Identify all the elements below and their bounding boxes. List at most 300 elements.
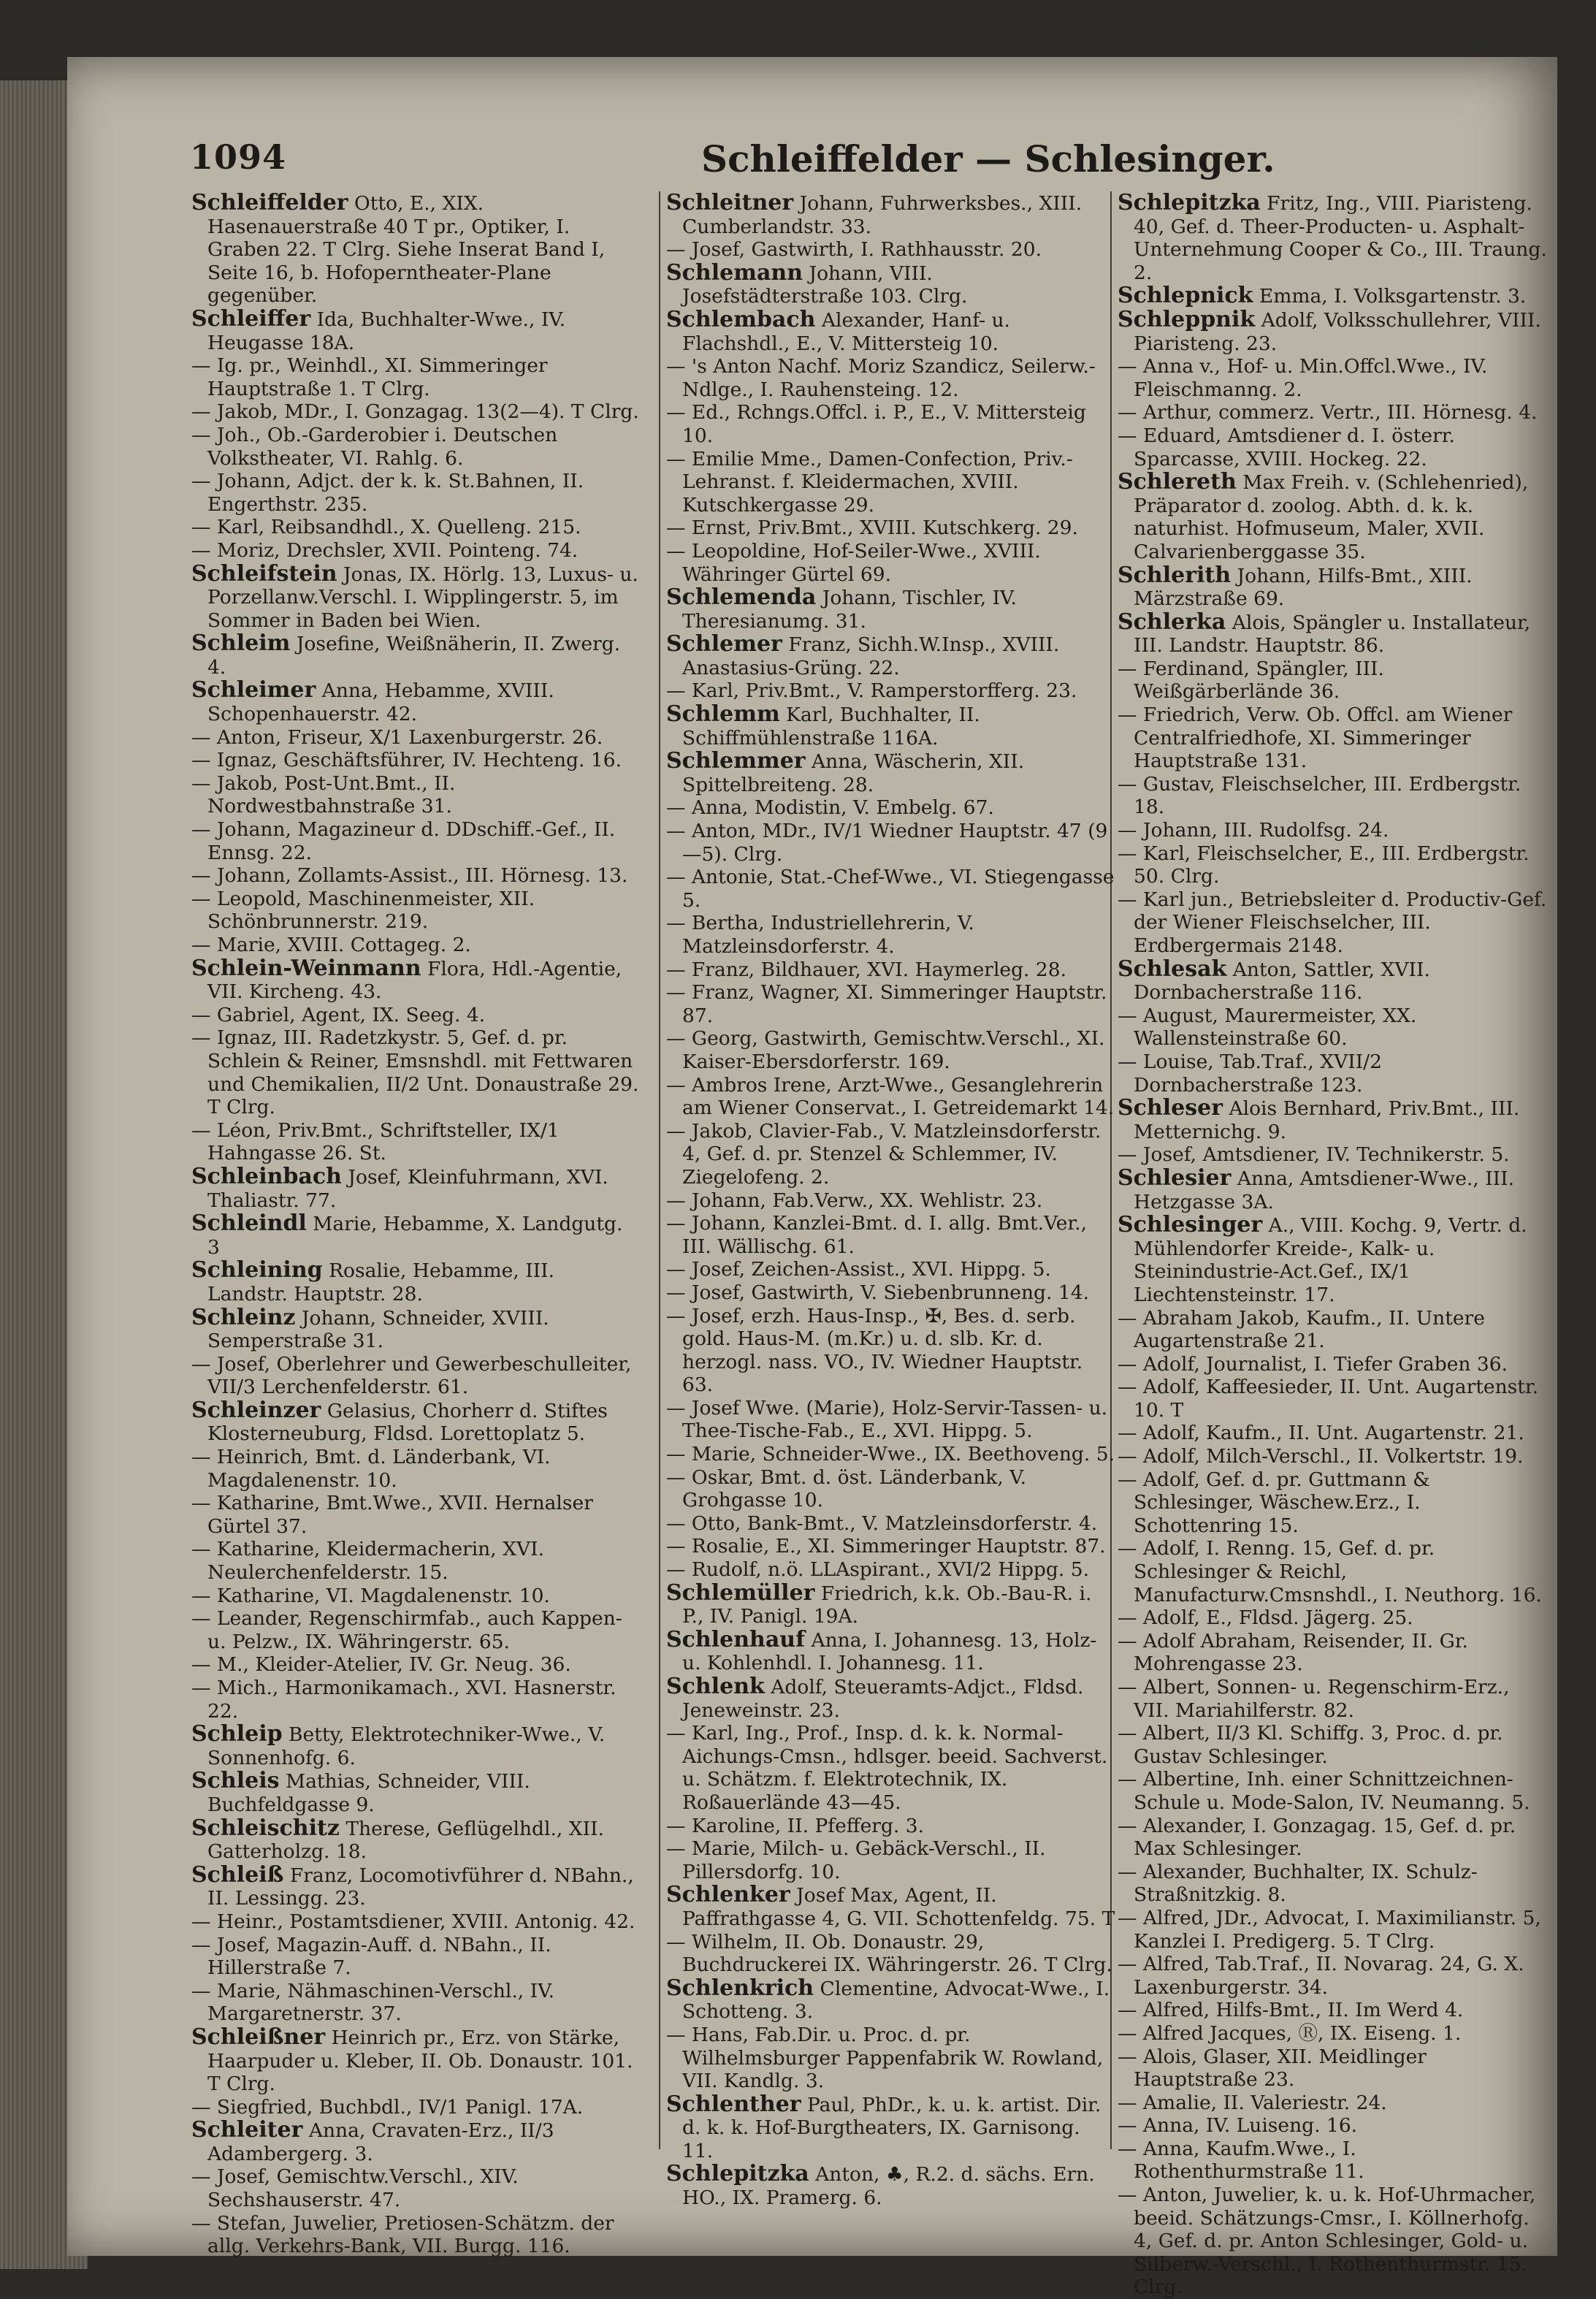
entry-text: Franz, Locomotivführer d. NBahn., II. Lessingg. 23. xyxy=(207,1864,634,1910)
entry-surname: Schleis xyxy=(191,1768,280,1794)
entry-text: — Emilie Mme., Damen-Confection, Priv.-Lehranst. f. Kleidermachen, XVIII. Kutschkergasse 29. xyxy=(666,447,1073,516)
directory-entry xyxy=(191,726,641,750)
entry-text: Johann, Tischler, IV. Theresianumg. 31. xyxy=(682,587,1017,633)
directory-entry xyxy=(666,355,1115,401)
entry-text: — Ferdinand, Spängler, III. Weißgärberlände 36. xyxy=(1118,657,1384,704)
entry-text: — Eduard, Amtsdiener d. I. österr. Sparcasse, XVIII. Hockeg. 22. xyxy=(1118,424,1455,470)
entry-text: Johann, Fuhrwerksbes., XIII. Cumberlandstr. 33. xyxy=(682,192,1083,238)
directory-entry xyxy=(1118,1537,1549,1606)
directory-entry xyxy=(191,1446,641,1492)
entry-text: Emma, I. Volksgartenstr. 3. xyxy=(1259,285,1527,308)
entry-text: — August, Maurermeister, XX. Wallensteinstraße 60. xyxy=(1118,1004,1417,1051)
entry-text: — Josef, Magazin-Auff. d. NBahn., II. Hillerstraße 7. xyxy=(191,1933,551,1980)
directory-entry xyxy=(666,2093,1115,2163)
directory-entry xyxy=(1118,1768,1549,1814)
entry-text: — Alfred Jacques, Ⓡ, IX. Eiseng. 1. xyxy=(1118,2021,1462,2045)
directory-entry xyxy=(1118,958,1549,1004)
entry-surname: Schlenker xyxy=(666,1882,790,1908)
directory-entry xyxy=(1118,470,1549,563)
entry-text: Alois, Spängler u. Installateur, III. Landstr. Hauptstr. 86. xyxy=(1134,611,1531,657)
entry-text: — Leopoldine, Hof-Seiler-Wwe., XVIII. Währinger Gürtel 69. xyxy=(666,539,1041,586)
directory-entry xyxy=(191,191,641,308)
directory-entry xyxy=(191,1607,641,1653)
entry-text: — Josef, erzh. Haus-Insp., ✠, Bes. d. serb. gold. Haus-M. (m.Kr.) u. d. slb. Kr. d. herzogl. nass. VO., IV. Wiedner Hauptstr. 63. xyxy=(666,1304,1083,1397)
entry-surname: Schlenk xyxy=(666,1674,765,1699)
entry-text: — Adolf, Kaufm., II. Unt. Augartenstr. 21. xyxy=(1118,1422,1524,1445)
directory-entry xyxy=(1118,888,1549,958)
entry-text: Betty, Elektrotechniker-Wwe., V. Sonnenhofg. 6. xyxy=(207,1723,606,1769)
directory-entry xyxy=(191,560,641,633)
entry-text: — Marie, Schneider-Wwe., IX. Beethoveng. 5. xyxy=(666,1443,1115,1466)
entry-text: Johann, Hilfs-Bmt., XIII. Märzstraße 69. xyxy=(1134,564,1473,611)
entry-text: — Gustav, Fleischselcher, III. Erdbergstr. 18. xyxy=(1118,772,1521,819)
directory-entry xyxy=(666,1579,1115,1628)
entry-text: Josef Max, Agent, II. Paffrathgasse 4, G. VII. Schottenfeldg. 75. T xyxy=(682,1884,1115,1930)
entry-text: — Moriz, Drechsler, XVII. Pointeng. 74. xyxy=(191,538,579,562)
directory-entry xyxy=(666,1815,1115,1838)
directory-entry xyxy=(666,750,1115,796)
entry-text: Clementine, Advocat-Wwe., I. Schotteng. 3. xyxy=(682,1977,1110,2024)
directory-entry xyxy=(1118,1353,1549,1376)
directory-entry xyxy=(666,308,1115,355)
directory-entry xyxy=(191,679,641,725)
entry-text: — Anna, Kaufm.Wwe., I. Rothenthurmstraße 11. xyxy=(1118,2137,1364,2184)
entry-text: Gelasius, Chorherr d. Stiftes Klosterneuburg, Fldsd. Lorettoplatz 5. xyxy=(207,1399,608,1446)
entry-text: — Alfred, Hilfs-Bmt., II. Im Werd 4. xyxy=(1118,1999,1464,2022)
entry-surname: Schleim xyxy=(191,630,291,657)
entry-text: A., VIII. Kochg. 9, Vertr. d. Mühlendorfer Kreide-, Kalk- u. Steinindustrie-Act.Gef., IX/1 Liechtensteinstr. 17. xyxy=(1134,1214,1527,1306)
entry-text: — Karoline, II. Pfefferg. 3. xyxy=(666,1814,925,1837)
directory-entry xyxy=(666,1558,1115,1582)
entry-text: — Josef, Gastwirth, I. Rathhausstr. 20. xyxy=(666,238,1042,262)
directory-entry xyxy=(1118,611,1549,657)
entry-text: — Rosalie, E., XI. Simmeringer Hauptstr. 87. xyxy=(666,1535,1106,1558)
entry-text: — Mich., Harmonikamach., XVI. Hasnerstr. 22. xyxy=(191,1677,616,1723)
entry-text: — Jakob, Post-Unt.Bmt., II. Nordwestbahnstraße 31. xyxy=(191,771,456,818)
directory-entry xyxy=(1118,2092,1549,2115)
entry-text: — Marie, Nähmaschinen-Verschl., IV. Margaretnerstr. 37. xyxy=(191,1979,555,2026)
directory-entry xyxy=(191,1353,641,1399)
directory-entry xyxy=(1118,1422,1549,1445)
directory-entry xyxy=(1118,773,1549,819)
directory-entry xyxy=(666,1675,1115,1722)
entry-surname: Schleinzer xyxy=(191,1397,321,1423)
entry-text: — Ig. pr., Weinhdl., XI. Simmeringer Hauptstraße 1. T Clrg. xyxy=(191,354,548,400)
directory-entry xyxy=(191,1026,641,1118)
directory-entry xyxy=(191,1723,641,1769)
entry-text: Mathias, Schneider, VIII. Buchfeldgasse 9. xyxy=(207,1770,530,1816)
entry-surname: Schlesak xyxy=(1118,956,1227,982)
directory-entry xyxy=(666,1512,1115,1536)
entry-text: — Alois, Glaser, XII. Meidlinger Hauptstraße 23. xyxy=(1118,2045,1427,2092)
entry-text: Anton, ♣, R.2. d. sächs. Ern. HO., IX. Pramerg. 6. xyxy=(682,2163,1095,2210)
entry-text: — Alexander, Buchhalter, IX. Schulz-Straßnitzkig. 8. xyxy=(1118,1860,1478,1907)
directory-entry xyxy=(666,1535,1115,1558)
directory-entry xyxy=(191,772,641,818)
entry-surname: Schlesier xyxy=(1118,1164,1232,1191)
directory-entry xyxy=(666,1074,1115,1120)
entry-text: — Anton, MDr., IV/1 Wiedner Hauptstr. 47 (9—5). Clrg. xyxy=(666,820,1108,866)
directory-entry xyxy=(1118,1722,1549,1768)
entry-text: — Josef Wwe. (Marie), Holz-Servir-Tassen- u. Thee-Tische-Fab., E., XVI. Hippg. 5. xyxy=(666,1396,1108,1443)
directory-entry xyxy=(1118,284,1549,308)
directory-entry xyxy=(191,1212,641,1259)
entry-text: — Johann, Magazineur d. DDschiff.-Gef., II. Ennsg. 22. xyxy=(191,818,616,864)
directory-entry xyxy=(666,633,1115,679)
running-title: Schleiffelder — Schlesinger. xyxy=(701,137,1275,180)
directory-entry xyxy=(191,400,641,424)
entry-text: — Siegfried, Buchbdl., IV/1 Panigl. 17A. xyxy=(191,2095,584,2119)
entry-text: — Josef, Amtsdiener, IV. Technikerstr. 5. xyxy=(1118,1143,1510,1167)
directory-entry xyxy=(191,2165,641,2211)
directory-entry xyxy=(191,1817,641,1864)
directory-entry xyxy=(666,1281,1115,1305)
page-number: 1094 xyxy=(190,137,287,177)
entry-text: — Gabriel, Agent, IX. Seeg. 4. xyxy=(191,1003,486,1026)
entry-surname: Schlesinger xyxy=(1118,1212,1263,1238)
directory-entry xyxy=(666,796,1115,820)
directory-entry xyxy=(666,679,1115,703)
entry-surname: Schlepnick xyxy=(1118,283,1253,309)
entry-text: — Adolf, E., Fldsd. Jägerg. 25. xyxy=(1118,1606,1413,1630)
entry-surname: Schleiter xyxy=(191,2117,303,2143)
directory-entry xyxy=(1118,424,1549,470)
directory-entry xyxy=(666,1212,1115,1258)
entry-surname: Schleifstein xyxy=(191,560,337,587)
entry-text: — Alfred, Tab.Traf., II. Novarag. 24, G. X. Laxenburgerstr. 34. xyxy=(1118,1953,1524,1999)
entry-text: — Ambros Irene, Arzt-Wwe., Gesanglehrerin am Wiener Conservat., I. Getreidemarkt 14. xyxy=(666,1073,1115,1120)
entry-text: — Ernst, Priv.Bmt., XVIII. Kutschkerg. 29. xyxy=(666,516,1078,540)
entry-text: — Albert, Sonnen- u. Regenschirm-Erz., VII. Mariahilferstr. 82. xyxy=(1118,1676,1510,1722)
entry-text: Friedrich, k.k. Ob.-Bau-R. i. P., IV. Panigl. 19A. xyxy=(682,1582,1092,1628)
entry-text: Heinrich pr., Erz. von Stärke, Haarpuder u. Kleber, II. Ob. Donaustr. 101. T Clrg. xyxy=(207,2026,633,2096)
entry-surname: Schleiffer xyxy=(191,305,311,332)
entry-text: Jonas, IX. Hörlg. 13, Luxus- u. Porzellanw.Verschl. I. Wipplingerstr. 5, im Sommer in Baden bei Wien. xyxy=(207,563,638,632)
directory-entry xyxy=(666,540,1115,586)
directory-column-3 xyxy=(1118,190,1549,2299)
entry-text: — Katharine, VI. Magdalenenstr. 10. xyxy=(191,1584,550,1607)
entry-surname: Schlenhauf xyxy=(666,1626,806,1652)
entry-surname: Schlemüller xyxy=(666,1579,815,1606)
directory-entry xyxy=(191,957,641,1004)
entry-text: — Bertha, Industriellehrerin, V. Matzleinsdorferstr. 4. xyxy=(666,912,974,958)
directory-entry xyxy=(191,516,641,539)
entry-text: — Arthur, commerz. Vertr., III. Hörnesg. 4. xyxy=(1118,401,1538,424)
entry-surname: Schleimer xyxy=(191,677,316,704)
directory-column-1 xyxy=(191,190,641,2258)
directory-entry xyxy=(1118,2138,1549,2184)
entry-text: — Josef, Gastwirth, V. Siebenbrunneng. 14. xyxy=(666,1281,1090,1304)
entry-text: — 's Anton Nachf. Moriz Szandicz, Seilerw.-Ndlge., I. Rauhensteing. 12. xyxy=(666,355,1096,401)
entry-text: — Joh., Ob.-Garderobier i. Deutschen Volkstheater, VI. Rahlg. 6. xyxy=(191,423,558,470)
entry-text: — Johann, Kanzlei-Bmt. d. I. allg. Bmt.Ver., III. Wällischg. 61. xyxy=(666,1212,1088,1258)
entry-text: Otto, E., XIX. Hasenauerstraße 40 T pr., Optiker, I. Graben 22. T Clrg. Siehe Inserat Band I, Seite 16, b. Hofoperntheater-Plane gegenüber. xyxy=(207,192,606,308)
entry-surname: Schleischitz xyxy=(191,1815,340,1841)
directory-entry xyxy=(666,238,1115,262)
entry-text: Anna, I. Johannesg. 13, Holz- u. Kohlenhdl. I. Johannesg. 11. xyxy=(682,1628,1097,1675)
directory-entry xyxy=(191,1165,641,1212)
directory-entry xyxy=(191,1677,641,1723)
directory-entry xyxy=(191,632,641,679)
directory-entry xyxy=(1118,1445,1549,1468)
entry-text: Johann, Schneider, XVIII. Semperstraße 31. xyxy=(207,1306,549,1353)
directory-entry xyxy=(1118,1213,1549,1306)
entry-surname: Schleining xyxy=(191,1257,323,1284)
entry-text: — Abraham Jakob, Kaufm., II. Untere Augartenstraße 21. xyxy=(1118,1306,1485,1353)
entry-surname: Schlepitzka xyxy=(1118,190,1261,216)
entry-text: — Josef, Gemischtw.Verschl., XIV. Sechshauserstr. 47. xyxy=(191,2165,519,2212)
directory-entry xyxy=(191,1585,641,1608)
directory-entry xyxy=(1118,1907,1549,1953)
entry-text: Anna, Amtsdiener-Wwe., III. Hetzgasse 3A. xyxy=(1134,1167,1515,1213)
entry-surname: Schlemmer xyxy=(666,748,806,774)
entry-text: Anna, Hebamme, XVIII. Schopenhauerstr. 42. xyxy=(207,679,554,726)
entry-surname: Schleiß xyxy=(191,1861,284,1888)
entry-text: Rosalie, Hebamme, III. Landstr. Hauptstr. 28. xyxy=(207,1259,555,1305)
entry-surname: Schleitner xyxy=(666,190,794,216)
entry-text: Ida, Buchhalter-Wwe., IV. Heugasse 18A. xyxy=(207,308,566,354)
entry-surname: Schlenther xyxy=(666,2091,801,2117)
directory-entry xyxy=(1118,842,1549,888)
entry-surname: Schlerith xyxy=(1118,562,1232,588)
entry-text: Josefine, Weißnäherin, II. Zwerg. 4. xyxy=(207,633,621,679)
entry-text: — Karl, Fleischselcher, E., III. Erdbergstr. 50. Clrg. xyxy=(1118,842,1530,888)
entry-surname: Schlembach xyxy=(666,306,816,332)
entry-text: — Adolf, Milch-Verschl., II. Volkertstr. 19. xyxy=(1118,1445,1524,1468)
entry-surname: Schlenkrich xyxy=(666,1975,814,2001)
directory-entry xyxy=(1118,1097,1549,1143)
entry-surname: Schleiffelder xyxy=(191,190,348,216)
entry-text: Fritz, Ing., VIII. Piaristeng. 40, Gef. d. Theer-Producten- u. Asphalt-Unternehmung Cooper & Co., III. Traung. 2. xyxy=(1134,192,1547,284)
directory-entry xyxy=(1118,1953,1549,1999)
entry-text: — Josef, Zeichen-Assist., XVI. Hippg. 5. xyxy=(666,1258,1051,1281)
entry-text: — Franz, Bildhauer, XVI. Haymerleg. 28. xyxy=(666,958,1067,981)
directory-entry xyxy=(191,1980,641,2026)
entry-text: Franz, Sichh.W.Insp., XVIII. Anastasius-Grüng. 22. xyxy=(682,633,1060,679)
entry-text: Flora, Hdl.-Agentie, VII. Kircheng. 43. xyxy=(207,957,622,1004)
entry-text: — Karl jun., Betriebsleiter d. Productiv-Gef. der Wiener Fleischselcher, III. Erdbergermais 2148. xyxy=(1118,888,1547,957)
entry-surname: Schlein-Weinmann xyxy=(191,955,421,981)
directory-entry xyxy=(191,2119,641,2165)
directory-entry xyxy=(666,401,1115,447)
entry-text: — Ed., Rchngs.Offcl. i. P., E., V. Mittersteig 10. xyxy=(666,401,1086,447)
entry-text: — Johann, Fab.Verw., XX. Wehlistr. 23. xyxy=(666,1189,1043,1212)
directory-entry xyxy=(191,1861,641,1910)
directory-entry xyxy=(666,1722,1115,1814)
entry-text: — Jakob, MDr., I. Gonzagag. 13(2—4). T Clrg. xyxy=(191,400,639,424)
entry-text: Alexander, Hanf- u. Flachshdl., E., V. Mittersteig 10. xyxy=(682,308,1010,355)
entry-surname: Schlemm xyxy=(666,701,780,728)
directory-entry xyxy=(666,958,1115,982)
entry-surname: Schlemer xyxy=(666,631,782,657)
entry-surname: Schlerka xyxy=(1118,609,1226,635)
entry-text: Max Freih. v. (Schlehenried), Präparator d. zoolog. Abth. d. k. k. naturhist. Hofmuseum, Maler, XVII. Calvarienberggasse 35. xyxy=(1134,471,1529,563)
entry-text: — Albertine, Inh. einer Schnittzeichnen-Schule u. Mode-Salon, IV. Neumanng. 5. xyxy=(1118,1768,1530,1814)
entry-text: — Karl, Reibsandhdl., X. Quelleng. 215. xyxy=(191,516,581,539)
entry-text: — Johann, III. Rudolfsg. 24. xyxy=(1118,819,1389,842)
entry-text: Paul, PhDr., k. u. k. artist. Dir. d. k. k. Hof-Burgtheaters, IX. Garnisong. 11. xyxy=(682,2093,1101,2162)
directory-entry xyxy=(191,470,641,516)
entry-text: — Marie, Milch- u. Gebäck-Verschl., II. Pillersdorfg. 10. xyxy=(666,1837,1046,1883)
directory-entry xyxy=(666,2024,1115,2093)
entry-text: — Hans, Fab.Dir. u. Proc. d. pr. Wilhelmsburger Pappenfabrik W. Rowland, VII. Kandlg. 3. xyxy=(666,2023,1104,2093)
directory-entry xyxy=(666,866,1115,912)
entry-text: — Leander, Regenschirmfab., auch Kappen- u. Pelzw., IX. Währingerstr. 65. xyxy=(191,1607,622,1653)
entry-text: — Anna v., Hof- u. Min.Offcl.Wwe., IV. Fleischmanng. 2. xyxy=(1118,355,1488,401)
directory-column-2 xyxy=(666,190,1115,2210)
entry-surname: Schleinz xyxy=(191,1304,296,1330)
entry-text: — Jakob, Clavier-Fab., V. Matzleinsdorferstr. 4, Gef. d. pr. Stenzel & Schlemmer, IV. Ziegelofeng. 2. xyxy=(666,1119,1101,1189)
entry-text: — Oskar, Bmt. d. öst. Länderbank, V. Grohgasse 10. xyxy=(666,1465,1027,1512)
entry-text: — Karl, Priv.Bmt., V. Ramperstorfferg. 23. xyxy=(666,679,1077,703)
entry-text: Anna, Wäscherin, XII. Spittelbreiteng. 28. xyxy=(682,750,1025,796)
directory-entry xyxy=(1118,704,1549,773)
directory-entry xyxy=(191,749,641,772)
directory-entry xyxy=(666,191,1115,238)
directory-entry xyxy=(666,1977,1115,2024)
directory-entry xyxy=(1118,1143,1549,1167)
directory-entry xyxy=(666,516,1115,540)
directory-entry xyxy=(191,354,641,400)
directory-entry xyxy=(191,1492,641,1538)
entry-text: — Adolf, Gef. d. pr. Guttmann & Schlesinger, Wäschew.Erz., I. Schottenring 15. xyxy=(1118,1468,1430,1537)
entry-surname: Schleppnik xyxy=(1118,306,1256,332)
directory-entry xyxy=(666,1120,1115,1189)
entry-text: — Stefan, Juwelier, Pretiosen-Schätzm. der allg. Verkehrs-Bank, VII. Burgg. 116. xyxy=(191,2211,614,2258)
entry-text: Adolf, Steueramts-Adjct., Fldsd. Jeneweinstr. 23. xyxy=(682,1676,1084,1722)
entry-text: — Heinrich, Bmt. d. Länderbank, VI. Magdalenenstr. 10. xyxy=(191,1446,551,1492)
directory-entry xyxy=(191,2026,641,2096)
entry-text: Anton, Sattler, XVII. Dornbacherstraße 116. xyxy=(1134,958,1430,1004)
entry-text: — Adolf Abraham, Reisender, II. Gr. Mohrengasse 23. xyxy=(1118,1629,1468,1676)
directory-entry xyxy=(191,1910,641,1934)
entry-text: — Anton, Juwelier, k. u. k. Hof-Uhrmacher, beeid. Schätzungs-Cmsr., I. Köllnerhofg. 4, Gef. d. pr. Anton Schlesinger, Gold- u. Silberw.-Verschl., I. Rothenthurmstr. 15. Clrg. xyxy=(1118,2184,1536,2299)
entry-text: — Louise, Tab.Traf., XVII/2 Dornbacherstraße 123. xyxy=(1118,1050,1382,1097)
directory-entry xyxy=(191,1306,641,1353)
directory-entry xyxy=(1118,564,1549,611)
entry-text: — Antonie, Stat.-Chef-Wwe., VI. Stiegengasse 5. xyxy=(666,866,1115,912)
entry-text: — Alexander, I. Gonzagag. 15, Gef. d. pr. Max Schlesinger. xyxy=(1118,1814,1516,1861)
directory-entry xyxy=(1118,1468,1549,1538)
directory-entry xyxy=(191,1934,641,1980)
entry-surname: Schleißner xyxy=(191,2024,326,2050)
entry-text: — Adolf, Kaffeesieder, II. Unt. Augartenstr. 10. T xyxy=(1118,1376,1539,1422)
entry-text: — Katharine, Bmt.Wwe., XVII. Hernalser Gürtel 37. xyxy=(191,1492,593,1538)
directory-entry xyxy=(666,703,1115,750)
directory-entry xyxy=(191,1538,641,1584)
directory-entry xyxy=(1118,1051,1549,1097)
entry-surname: Schlemenda xyxy=(666,584,817,611)
entry-surname: Schleser xyxy=(1118,1095,1223,1121)
entry-text: Therese, Geflügelhdl., XII. Gatterholzg. 18. xyxy=(207,1817,604,1864)
directory-entry xyxy=(191,1399,641,1446)
directory-entry xyxy=(1118,2184,1549,2299)
entry-surname: Schlemann xyxy=(666,259,803,286)
page-header xyxy=(190,137,1534,196)
entry-text: — Amalie, II. Valeriestr. 24. xyxy=(1118,2091,1387,2114)
directory-entry xyxy=(1118,1861,1549,1907)
directory-entry xyxy=(666,1931,1115,1977)
directory-entry xyxy=(191,888,641,934)
directory-entry xyxy=(191,864,641,888)
directory-entry xyxy=(1118,308,1549,355)
directory-entry xyxy=(1118,657,1549,704)
entry-text: — Heinr., Postamtsdiener, XVIII. Antonig. 42. xyxy=(191,1910,635,1933)
entry-text: — Friedrich, Verw. Ob. Offcl. am Wiener Centralfriedhofe, XI. Simmeringer Hauptstraße 131. xyxy=(1118,704,1513,773)
entry-text: — Josef, Oberlehrer und Gewerbeschulleiter, VII/3 Lerchenfelderstr. 61. xyxy=(191,1352,632,1399)
directory-entry xyxy=(666,1466,1115,1512)
entry-text: — Franz, Wagner, XI. Simmeringer Hauptstr. 87. xyxy=(666,981,1107,1027)
directory-entry xyxy=(1118,1999,1549,2022)
entry-text: — Johann, Zollamts-Assist., III. Hörnesg. 13. xyxy=(191,864,628,888)
entry-text: — Anna, Modistin, V. Embelg. 67. xyxy=(666,796,994,820)
entry-text: — Wilhelm, II. Ob. Donaustr. 29, Buchdruckerei IX. Währingerstr. 26. T Clrg. xyxy=(666,1930,1112,1977)
entry-text: Adolf, Volksschullehrer, VIII. Piaristeng. 23. xyxy=(1134,308,1541,355)
entry-text: — Marie, XVIII. Cottageg. 2. xyxy=(191,934,471,956)
directory-entry xyxy=(666,1443,1115,1466)
entry-text: — Johann, Adjct. der k. k. St.Bahnen, II. Engerthstr. 235. xyxy=(191,470,584,516)
directory-entry xyxy=(666,1397,1115,1443)
directory-entry xyxy=(666,448,1115,517)
directory-entry xyxy=(666,1883,1115,1930)
directory-entry xyxy=(666,586,1115,633)
entry-text: — M., Kleider-Atelier, IV. Gr. Neug. 36. xyxy=(191,1653,571,1677)
directory-entry xyxy=(1118,2114,1549,2138)
column-divider xyxy=(659,191,660,2149)
directory-entry xyxy=(1118,1606,1549,1630)
entry-text: — Georg, Gastwirth, Gemischtw.Verschl., XI. Kaiser-Ebersdorferstr. 169. xyxy=(666,1027,1105,1073)
directory-entry xyxy=(191,1653,641,1677)
directory-entry xyxy=(1118,191,1549,284)
directory-entry xyxy=(1118,1164,1549,1213)
directory-entry xyxy=(1118,819,1549,842)
directory-entry xyxy=(666,820,1115,866)
entry-text: — Ignaz, Geschäftsführer, IV. Hechteng. 16. xyxy=(191,749,622,772)
entry-text: Karl, Buchhalter, II. Schiffmühlenstraße 116A. xyxy=(682,704,980,750)
directory-entry xyxy=(1118,355,1549,401)
directory-entry xyxy=(666,1189,1115,1213)
entry-text: — Ignaz, III. Radetzkystr. 5, Gef. d. pr. Schlein & Reiner, Emsnshdl. mit Fettwaren und Chemikalien, II/2 Unt. Donaustraße 29. T Clrg. xyxy=(191,1026,639,1119)
entry-text: — Anton, Friseur, X/1 Laxenburgerstr. 26. xyxy=(191,725,603,749)
entry-surname: Schleip xyxy=(191,1721,283,1747)
directory-entry xyxy=(1118,1307,1549,1353)
entry-text: Alois Bernhard, Priv.Bmt., III. Metternichg. 9. xyxy=(1134,1097,1520,1143)
directory-entry xyxy=(1118,1630,1549,1676)
directory-entry xyxy=(666,912,1115,958)
directory-entry xyxy=(191,1119,641,1165)
directory-entry xyxy=(666,1305,1115,1397)
entry-text: — Alfred, JDr., Advocat, I. Maximilianstr. 5, Kanzlei I. Predigerg. 5. T Clrg. xyxy=(1118,1906,1541,1953)
directory-entry xyxy=(191,934,641,957)
directory-entry xyxy=(191,818,641,864)
entry-text: — Adolf, Journalist, I. Tiefer Graben 36. xyxy=(1118,1352,1508,1376)
entry-text: — Anna, IV. Luiseng. 16. xyxy=(1118,2114,1358,2138)
entry-text: — Otto, Bank-Bmt., V. Matzleinsdorferstr. 4. xyxy=(666,1511,1098,1535)
entry-text: Josef, Kleinfuhrmann, XVI. Thaliastr. 77. xyxy=(207,1165,608,1212)
entry-text: — Léon, Priv.Bmt., Schriftsteller, IX/1 Hahngasse 26. St. xyxy=(191,1118,560,1165)
directory-entry xyxy=(666,2162,1115,2209)
entry-text: — Rudolf, n.ö. LLAspirant., XVI/2 Hippg. 5. xyxy=(666,1558,1089,1582)
directory-entry xyxy=(191,424,641,470)
directory-entry xyxy=(191,2096,641,2119)
entry-text: Johann, VIII. Josefstädterstraße 103. Clrg. xyxy=(682,262,968,308)
entry-surname: Schleinbach xyxy=(191,1163,342,1189)
entry-text: Anna, Cravaten-Erz., II/3 Adambergerg. 3. xyxy=(207,2119,554,2165)
directory-entry xyxy=(191,305,641,354)
directory-entry xyxy=(1118,401,1549,424)
directory-entry xyxy=(1118,2046,1549,2092)
directory-entry xyxy=(666,1837,1115,1883)
